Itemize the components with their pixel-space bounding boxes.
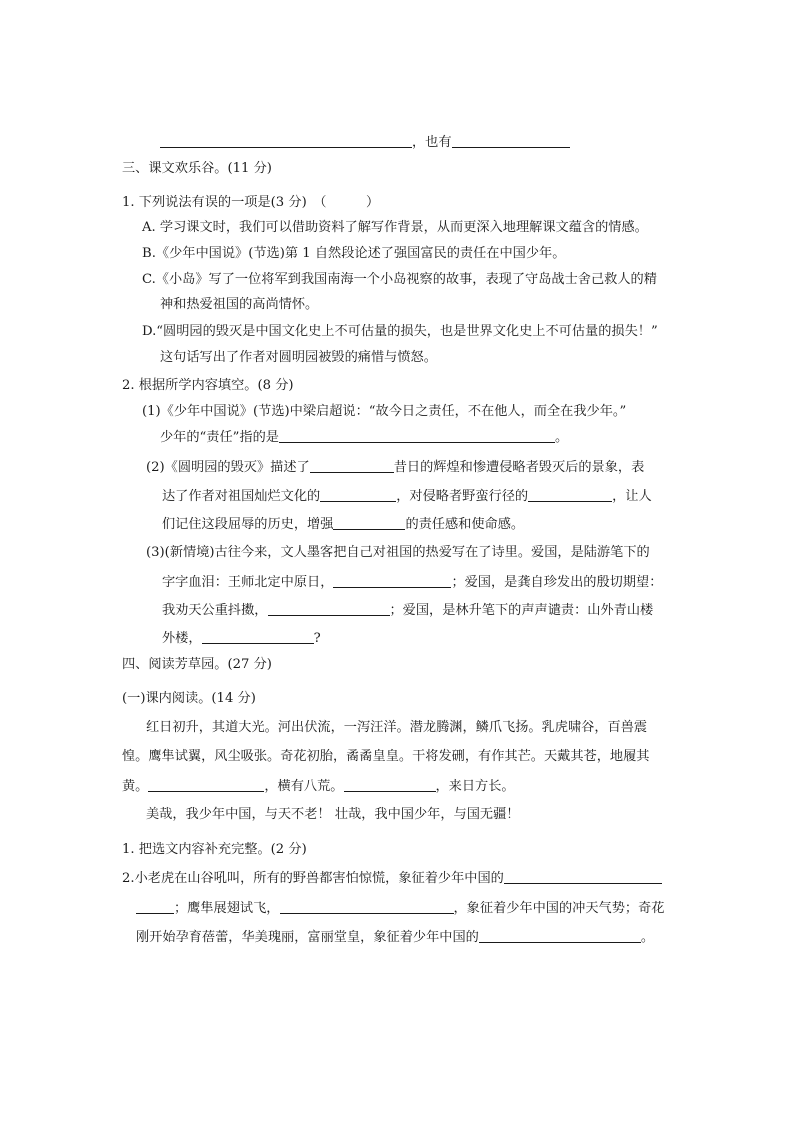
option-c-line1[interactable]: C.《小岛》写了一位将军到我国南海一个小岛视察的故事，表现了守岛战士舍己救人的精 xyxy=(142,272,657,287)
q2-text: 我劝天公重抖擞， xyxy=(162,603,268,618)
passage-text: ，来日方长。 xyxy=(435,779,515,794)
answer-blank[interactable] xyxy=(333,515,405,530)
q-text: ；鹰隼展翅试飞， xyxy=(174,901,280,916)
top-answer-line xyxy=(160,133,570,152)
reading-question-1: 1. 把选文内容补充完整。(2 分) xyxy=(122,842,307,857)
q2-text: ? xyxy=(313,631,321,646)
q-text: 2.小老虎在山谷吼叫，所有的野兽都害怕惊慌，象征着少年中国的 xyxy=(122,871,504,886)
q2-text: ，对侵略者野蛮行径的 xyxy=(396,489,529,504)
q2-part2-line3 xyxy=(162,515,524,534)
q2-text: 。 xyxy=(554,430,569,445)
q2-part3-line4 xyxy=(162,629,321,648)
q2-text: 们记住这段屈辱的历史，增强 xyxy=(162,517,334,532)
q2-part1-line1: (1)《少年中国说》(节选)中梁启超说：“故今日之责任，不在他人，而全在我少年。” xyxy=(142,404,627,419)
q2-text: ；爱国，是龚自珍发出的殷切期望： xyxy=(451,575,663,590)
q2-text: 字字血泪：王师北定中原日， xyxy=(162,575,334,590)
section-4-heading: 四、阅读芳草园。(27 分) xyxy=(122,657,272,672)
q2-text: 的责任感和使命感。 xyxy=(405,517,525,532)
question-1-stem: 1. 下列说法有误的一项是(3 分) （ ） xyxy=(122,195,380,210)
answer-blank[interactable] xyxy=(268,601,390,616)
q2-text: (2)《圆明园的毁灭》描述了 xyxy=(146,460,310,475)
question-2-stem: 2. 根据所学内容填空。(8 分) xyxy=(122,378,294,393)
q2-text: 外楼， xyxy=(162,631,202,646)
subsection-heading: (一)课内阅读。(14 分) xyxy=(122,691,256,706)
q2-part3-line3 xyxy=(162,601,653,620)
q-text: 。 xyxy=(640,930,655,945)
top-text: ，也有 xyxy=(412,135,452,150)
q2-part2-line1 xyxy=(146,458,644,477)
answer-blank[interactable] xyxy=(479,928,641,943)
q2-part3-line2 xyxy=(162,573,662,592)
section-3-heading: 三、课文欢乐谷。(11 分) xyxy=(122,161,272,176)
q-text: 刚开始孕育蓓蕾，华美瑰丽，富丽堂皇，象征着少年中国的 xyxy=(136,930,479,945)
answer-blank[interactable] xyxy=(136,899,174,914)
answer-blank[interactable] xyxy=(452,133,570,148)
option-c-line2: 神和热爱祖国的高尚情怀。 xyxy=(160,297,319,312)
answer-blank[interactable] xyxy=(202,629,314,644)
passage-line1: 红日初升，其道大光。河出伏流，一泻汪洋。潜龙腾渊，鳞爪飞扬。乳虎啸谷，百兽震 xyxy=(146,720,648,735)
answer-blank[interactable] xyxy=(320,487,396,502)
passage-line4: 美哉，我少年中国，与天不老！ 壮哉，我中国少年，与国无疆！ xyxy=(146,807,520,822)
q2-text: ，让人 xyxy=(612,489,652,504)
answer-blank[interactable] xyxy=(344,777,436,792)
option-d-line2: 这句话写出了作者对圆明园被毁的痛惜与愤怒。 xyxy=(160,350,437,365)
answer-blank[interactable] xyxy=(504,869,662,884)
q2-text: 达了作者对祖国灿烂文化的 xyxy=(162,489,321,504)
passage-line3 xyxy=(122,777,515,796)
option-d-line1[interactable]: D.“圆明园的毁灭是中国文化史上不可估量的损失，也是世界文化史上不可估量的损失！” xyxy=(142,324,658,339)
answer-blank[interactable] xyxy=(279,428,555,443)
reading-question-2-line1 xyxy=(122,869,662,888)
q2-part1-line2 xyxy=(160,428,568,447)
reading-question-2-line2 xyxy=(136,899,665,918)
passage-line2: 惶。鹰隼试翼，风尘吸张。奇花初胎，矞矞皇皇。干将发硎，有作其芒。天戴其苍，地履其 xyxy=(122,749,650,764)
q2-part3-line1: (3)(新情境)古往今来，文人墨客把自己对祖国的热爱写在了诗里。爱国，是陆游笔下的 xyxy=(146,545,650,560)
option-b[interactable]: B.《少年中国说》(节选)第 1 自然段论述了强国富民的责任在中国少年。 xyxy=(142,246,566,261)
option-a[interactable]: A. 学习课文时，我们可以借助资料了解写作背景，从而更深入地理解课文蕴含的情感。 xyxy=(142,220,648,235)
answer-blank[interactable] xyxy=(333,573,451,588)
answer-blank[interactable] xyxy=(148,777,264,792)
q2-text: 少年的“责任”指的是 xyxy=(160,430,279,445)
passage-text: 黄。 xyxy=(122,779,149,794)
q2-text: 昔日的辉煌和惨遭侵略者毁灭后的景象，表 xyxy=(393,460,645,475)
answer-blank[interactable] xyxy=(310,458,394,473)
reading-question-2-line3 xyxy=(136,928,654,947)
answer-blank[interactable] xyxy=(160,133,412,148)
q-text: ，象征着少年中国的冲天气势；奇花 xyxy=(453,901,665,916)
answer-blank[interactable] xyxy=(280,899,454,914)
passage-text: ，横有八荒。 xyxy=(264,779,344,794)
q2-text: ；爱国，是林升笔下的声声谴责：山外青山楼 xyxy=(389,603,654,618)
answer-blank[interactable] xyxy=(528,487,612,502)
q2-part2-line2 xyxy=(162,487,652,506)
